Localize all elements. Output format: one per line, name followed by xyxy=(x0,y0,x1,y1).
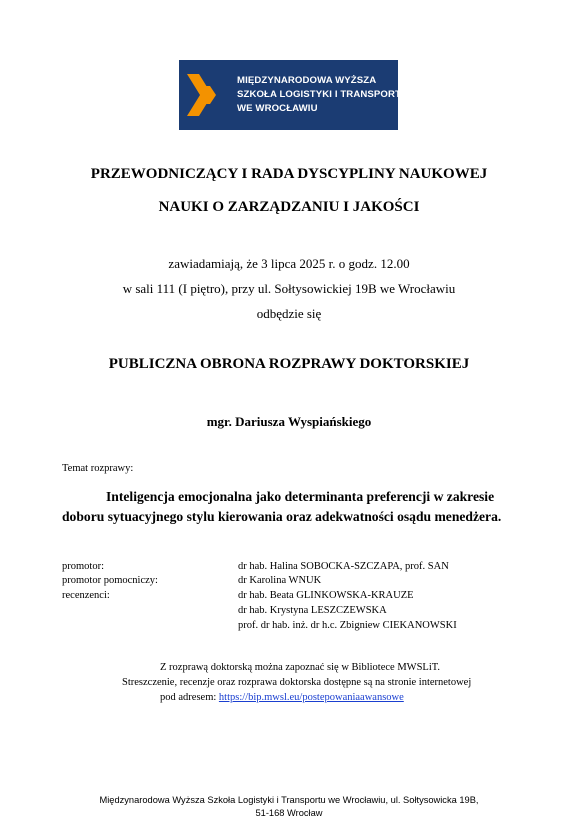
reviewer-2: dr hab. Krystyna LESZCZEWSKA xyxy=(238,605,387,616)
topic-line-2: doboru sytuacyjnego stylu kierowania oraz adekwatności osądu menedżera. xyxy=(62,509,502,524)
announcement-place: w sali 111 (I piętro), przy ul. Sołtysowickiej 19B we Wrocławiu xyxy=(122,281,456,296)
online-note: Streszczenie, recenzje oraz rozprawa doktorska dostępne są na stronie internetowej xyxy=(122,677,472,688)
logo-text xyxy=(233,74,408,116)
assistant-promotor-label: promotor pomocniczy: xyxy=(62,575,158,586)
heading-line-1: PRZEWODNICZĄCY I RADA DYSCYPLINY NAUKOWEJ xyxy=(90,166,488,182)
announcement-date: zawiadamiają, że 3 lipca 2025 r. o godz. 12.00 xyxy=(168,256,410,271)
heading-line-2: NAUKI O ZARZĄDZANIU I JAKOŚCI xyxy=(158,199,420,215)
footer-address-line-1: Międzynarodowa Wyższa Szkoła Logistyki i Transportu we Wrocławiu, ul. Sołtysowicka 19B, xyxy=(99,795,479,805)
university-logo xyxy=(179,60,408,130)
address-prefix: pod adresem: xyxy=(160,692,219,703)
topic-label: Temat rozprawy: xyxy=(62,463,134,474)
candidate-name: mgr. Dariusza Wyspiańskiego xyxy=(206,414,372,429)
assistant-promotor-value: dr Karolina WNUK xyxy=(238,575,322,586)
address-note xyxy=(160,692,404,703)
promotor-label: promotor: xyxy=(62,561,104,572)
topic-line-1: Inteligencja emocjonalna jako determinanta preferencji w zakresie xyxy=(106,489,495,504)
reviewers-label: recenzenci: xyxy=(62,590,110,601)
event-title: PUBLICZNA OBRONA ROZPRAWY DOKTORSKIEJ xyxy=(108,356,470,372)
footer-address-line-2: 51-168 Wrocław xyxy=(255,808,323,818)
announcement-takes-place: odbędzie się xyxy=(256,306,322,321)
promotor-value: dr hab. Halina SOBOCKA-SZCZAPA, prof. SAN xyxy=(238,561,449,572)
bip-link[interactable]: https://bip.mwsl.eu/postepowaniaawansowe xyxy=(218,692,404,703)
logo-line-2: SZKOŁA LOGISTYKI I TRANSPORTU xyxy=(237,89,408,100)
reviewer-1: dr hab. Beata GLINKOWSKA-KRAUZE xyxy=(238,590,414,601)
logo-line-1: MIĘDZYNARODOWA WYŻSZA xyxy=(237,75,377,86)
reviewer-3: prof. dr hab. inż. dr h.c. Zbigniew CIEKANOWSKI xyxy=(238,620,457,631)
logo-line-3: WE WROCŁAWIU xyxy=(237,103,318,114)
logo-chevron-icon xyxy=(179,60,233,130)
library-note: Z rozprawą doktorską można zapoznać się w Bibliotece MWSLiT. xyxy=(160,662,440,673)
